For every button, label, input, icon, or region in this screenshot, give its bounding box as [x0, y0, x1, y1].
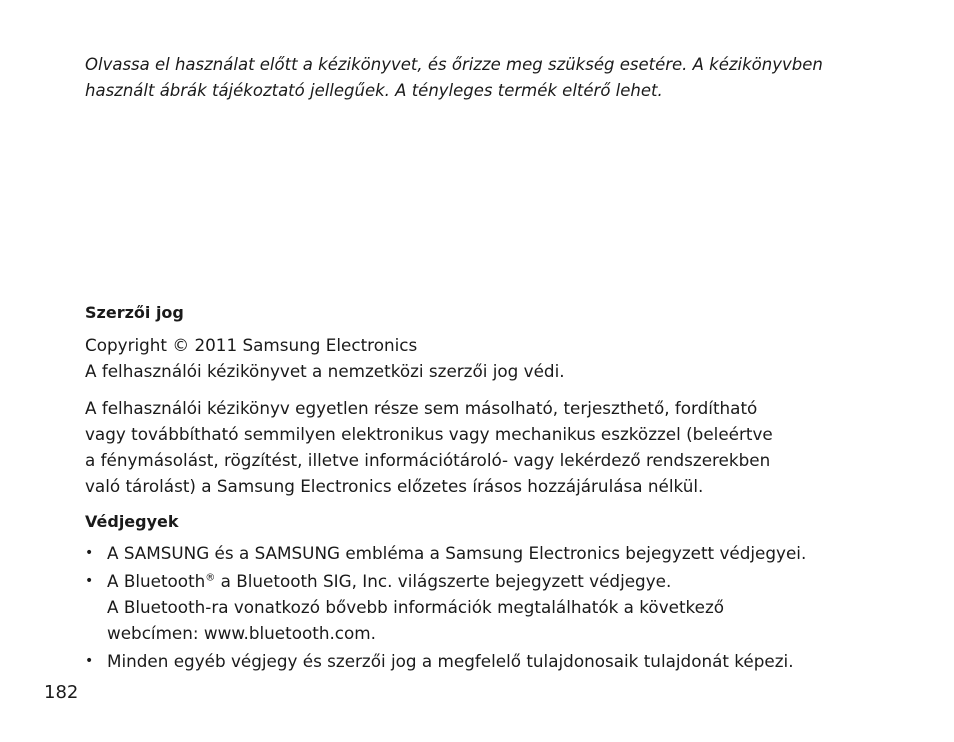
paragraph-line: való tárolást) a Samsung Electronics előzetes írásos hozzájárulása nélkül.	[85, 476, 704, 496]
text-segment: A Bluetooth	[107, 571, 206, 591]
bullet-icon: •	[85, 653, 94, 669]
trademarks-list	[85, 540, 925, 676]
list-item-text	[107, 568, 925, 594]
list-item-text: A Bluetooth-ra vonatkozó bővebb információk megtalálhatók a következő	[107, 597, 725, 617]
copyright-paragraph	[85, 395, 905, 499]
list-item-text: webcímen: www.bluetooth.com.	[107, 623, 376, 643]
list-item-text: A SAMSUNG és a SAMSUNG embléma a Samsung Electronics bejegyzett védjegyei.	[107, 543, 807, 563]
bullet-icon: •	[85, 545, 94, 561]
trademarks-heading: Védjegyek	[85, 512, 179, 531]
list-item-text: Minden egyéb végjegy és szerzői jog a megfelelő tulajdonosaik tulajdonát képezi.	[107, 651, 794, 671]
copyright-line: A felhasználói kézikönyvet a nemzetközi szerzői jog védi.	[85, 361, 565, 381]
intro-line: Olvassa el használat előtt a kézikönyvet, és őrizze meg szükség esetére. A kézikönyvben	[85, 55, 823, 74]
paragraph-line: a fénymásolást, rögzítést, illetve információtároló- vagy lekérdező rendszerekben	[85, 450, 771, 470]
list-item	[85, 568, 925, 646]
list-item	[85, 540, 925, 566]
bullet-icon: •	[85, 573, 94, 589]
copyright-heading: Szerzői jog	[85, 303, 184, 322]
intro-line: használt ábrák tájékoztató jellegűek. A tényleges termék eltérő lehet.	[85, 81, 663, 100]
list-item	[85, 648, 925, 674]
text-segment: a Bluetooth SIG, Inc. világszerte bejegyzett védjegye.	[215, 571, 672, 591]
paragraph-line: A felhasználói kézikönyv egyetlen része sem másolható, terjeszthető, fordítható	[85, 398, 758, 418]
registered-mark: ®	[205, 572, 216, 584]
page-number: 182	[44, 682, 79, 703]
copyright-notice	[85, 332, 905, 384]
intro-note	[85, 52, 875, 104]
paragraph-line: vagy továbbítható semmilyen elektronikus vagy mechanikus eszközzel (beleértve	[85, 424, 773, 444]
copyright-line: Copyright © 2011 Samsung Electronics	[85, 335, 418, 355]
